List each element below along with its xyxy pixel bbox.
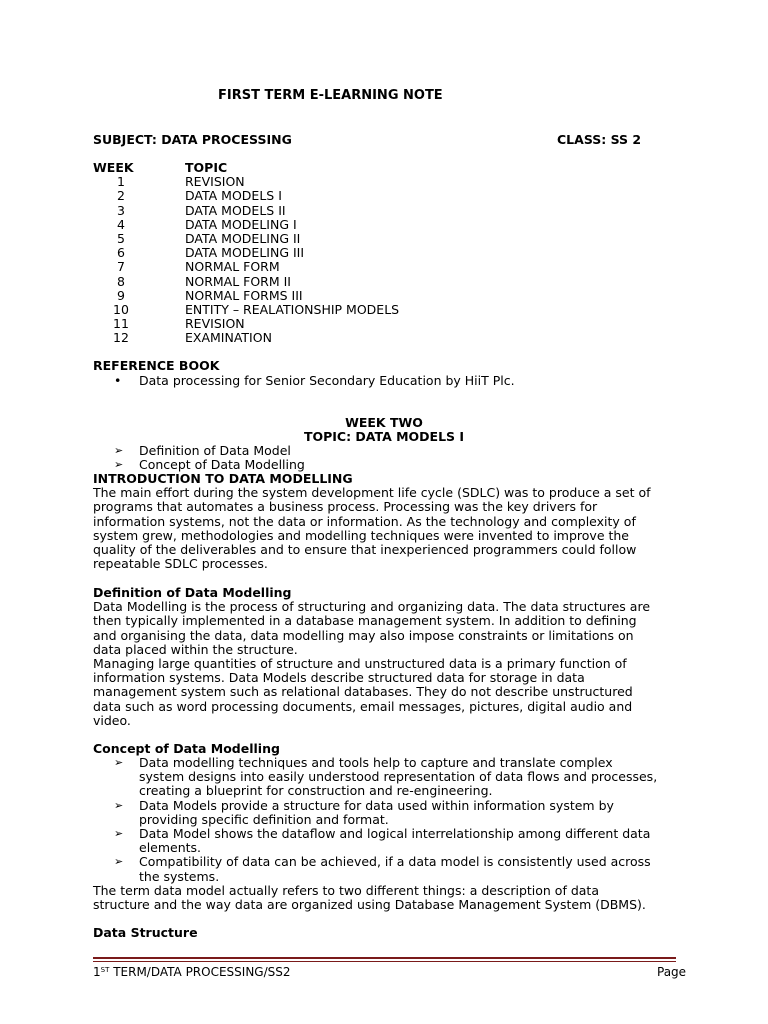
- footer-course-label: [93, 965, 291, 979]
- footer-term-superscript: ST: [100, 966, 110, 974]
- list-item-line: Compatibility of data can be achieved, if a data model is consistently used across: [139, 854, 651, 870]
- list-item-line: providing specific definition and format.: [139, 811, 389, 827]
- footer-page-label: Page: [657, 965, 687, 979]
- week-number: 10: [113, 301, 129, 317]
- list-item-line: the systems.: [139, 868, 220, 884]
- paragraph-line: management system such as relational databases. They do not describe unstructured: [93, 684, 633, 700]
- footer-rule-thick: [93, 957, 676, 959]
- week-number: 5: [117, 230, 125, 246]
- list-item: [114, 444, 699, 458]
- footer-rule-thin: [93, 961, 676, 962]
- list-item-line: system designs into easily understood representation of data flows and processes,: [139, 769, 658, 785]
- week-topic: NORMAL FORM II: [185, 273, 291, 289]
- arrow-bullet-icon: ➢: [114, 458, 124, 472]
- week-number: 6: [117, 245, 125, 261]
- week-topic: REVISION: [185, 174, 245, 190]
- bullet-icon: •: [114, 373, 122, 388]
- week-topic: EXAMINATION: [185, 330, 272, 346]
- paragraph-line: repeatable SDLC processes.: [93, 556, 268, 572]
- footer-term-number: 1: [93, 965, 101, 979]
- arrow-bullet-icon: ➢: [114, 827, 124, 841]
- paragraph-line: video.: [93, 712, 131, 728]
- week-number: 3: [117, 202, 125, 218]
- week-topic: ENTITY – REALATIONSHIP MODELS: [185, 301, 400, 317]
- list-item-line: elements.: [139, 840, 202, 856]
- week-two-outline: [114, 444, 699, 472]
- list-item-line: Data Model shows the dataflow and logical interrelationship among different data: [139, 826, 651, 842]
- definition-section: [93, 586, 683, 728]
- class-label: CLASS: SS 2: [557, 132, 642, 147]
- week-number: 4: [117, 216, 125, 232]
- week-number: 2: [117, 188, 125, 204]
- intro-heading: INTRODUCTION TO DATA MODELLING: [93, 471, 353, 486]
- document-title: FIRST TERM E-LEARNING NOTE: [218, 88, 443, 103]
- paragraph-line: system grew, methodologies and modelling techniques were invented to improve the: [93, 527, 629, 543]
- arrow-bullet-icon: ➢: [114, 855, 124, 869]
- list-item: [114, 827, 699, 855]
- paragraph-line: Data Modelling is the process of structuring and organizing data. The data structures are: [93, 599, 651, 615]
- week-topic: NORMAL FORM: [185, 259, 280, 275]
- paragraph-line: Managing large quantities of structure and unstructured data is a primary function of: [93, 656, 627, 672]
- paragraph-line: data placed within the structure.: [93, 641, 298, 657]
- paragraph-line: The main effort during the system development life cycle (SDLC) was to produce a set of: [93, 485, 651, 501]
- paragraph-line: The term data model actually refers to two different things: a description of data: [93, 883, 599, 898]
- week-topic: DATA MODELS I: [185, 188, 282, 204]
- paragraph-line: information systems, not the data or information. As the technology and complexity of: [93, 513, 636, 529]
- definition-heading: Definition of Data Modelling: [93, 585, 292, 600]
- week-topic: REVISION: [185, 316, 245, 332]
- concept-list: [114, 756, 699, 884]
- paragraph-line: then typically implemented in a database management system. In addition to defining: [93, 613, 637, 629]
- topic-column-header: TOPIC: [185, 160, 228, 175]
- list-item: [114, 799, 699, 827]
- week-number: 1: [117, 174, 125, 190]
- footer-course-text: TERM/DATA PROCESSING/SS2: [109, 965, 291, 979]
- reference-book-heading: REFERENCE BOOK: [93, 358, 220, 373]
- week-topic: DATA MODELING III: [185, 245, 305, 261]
- paragraph-line: structure and the way data are organized using Database Management System (DBMS).: [93, 897, 646, 913]
- concept-closing: [93, 884, 683, 912]
- list-item: [114, 855, 699, 883]
- week-column-header: WEEK: [93, 160, 134, 175]
- arrow-bullet-icon: ➢: [114, 444, 124, 457]
- paragraph-line: information systems. Data Models describe structured data for storage in data: [93, 670, 585, 686]
- list-item: [114, 756, 699, 799]
- list-item-line: Data Models provide a structure for data used within information system by: [139, 797, 614, 813]
- paragraph-line: quality of the deliverables and to ensure that inexperienced programmers could follow: [93, 542, 637, 558]
- paragraph-line: and organising the data, data modelling may also impose constraints or limitations on: [93, 627, 634, 643]
- week-topic: NORMAL FORMS III: [185, 287, 303, 303]
- list-item-text: Concept of Data Modelling: [139, 457, 305, 473]
- week-number: 11: [113, 316, 129, 332]
- week-number: 7: [117, 259, 125, 275]
- data-structure-heading: Data Structure: [93, 925, 198, 940]
- paragraph-line: data such as word processing documents, email messages, pictures, digital audio and: [93, 698, 633, 714]
- list-item-text: Definition of Data Model: [139, 443, 291, 458]
- week-topic: DATA MODELING II: [185, 230, 301, 246]
- intro-section: [93, 472, 683, 571]
- week-number: 8: [117, 273, 125, 289]
- data-structure-block: [93, 926, 683, 940]
- week-two-heading: WEEK TWO: [345, 415, 423, 430]
- list-item-line: Data modelling techniques and tools help to capture and translate complex: [139, 755, 613, 770]
- week-number: 9: [117, 287, 125, 303]
- reference-book-text: Data processing for Senior Secondary Education by HiiT Plc.: [139, 373, 515, 388]
- paragraph-line: programs that automates a business process. Processing was the key drivers for: [93, 499, 598, 515]
- concept-heading: Concept of Data Modelling: [93, 741, 280, 756]
- arrow-bullet-icon: ➢: [114, 756, 124, 769]
- subject-label: SUBJECT: DATA PROCESSING: [93, 132, 292, 147]
- week-topic: DATA MODELING I: [185, 216, 297, 232]
- week-number: 12: [113, 330, 129, 346]
- arrow-bullet-icon: ➢: [114, 798, 124, 812]
- week-two-topic: TOPIC: DATA MODELS I: [303, 429, 465, 444]
- week-topic: DATA MODELS II: [185, 202, 286, 218]
- list-item-line: creating a blueprint for construction and re-engineering.: [139, 783, 493, 799]
